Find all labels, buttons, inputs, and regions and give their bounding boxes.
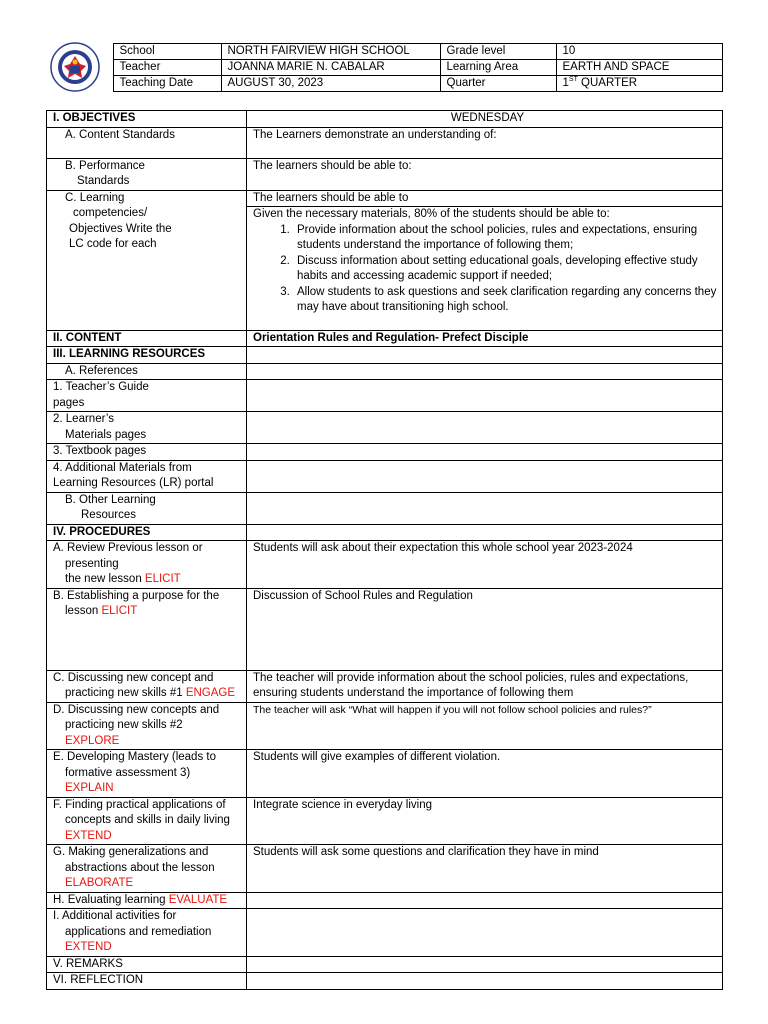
empty-cell xyxy=(247,460,723,492)
discussing-concept-2-label: D. Discussing new concepts and practicing new skills #2 EXPLORE xyxy=(47,702,247,750)
performance-standards-value: The learners should be able to: xyxy=(247,158,723,190)
procedures-heading: IV. PROCEDURES xyxy=(47,524,247,541)
review-lesson-value: Students will ask about their expectation this whole school year 2023-2024 xyxy=(247,541,723,589)
reflection-label: VI. REFLECTION xyxy=(47,973,247,990)
school-value: NORTH FAIRVIEW HIGH SCHOOL xyxy=(221,44,440,60)
content-standards-value: The Learners demonstrate an understanding of: xyxy=(247,127,723,158)
lesson-plan-table xyxy=(46,110,723,990)
learning-competencies-label: C. Learning competencies/ Objectives Write the LC code for each xyxy=(47,190,247,330)
generalizations-value: Students will ask some questions and clarification they have in mind xyxy=(247,845,723,893)
practical-applications-value: Integrate science in everyday living xyxy=(247,797,723,845)
references-label: A. References xyxy=(47,363,247,380)
performance-standards-label: B. Performance Standards xyxy=(47,158,247,190)
empty-cell xyxy=(247,909,723,957)
empty-cell xyxy=(247,380,723,412)
objective-item: 1. Provide information about the school policies, rules and expectations, ensuring students understand the importance of following them; xyxy=(293,223,722,254)
empty-cell xyxy=(247,412,723,444)
objectives-heading: I. OBJECTIVES xyxy=(47,111,247,128)
teachers-guide-label: 1. Teacher’s Guide pages xyxy=(47,380,247,412)
empty-cell xyxy=(247,524,723,541)
review-lesson-label: A. Review Previous lesson or presenting the new lesson ELICIT xyxy=(47,541,247,589)
empty-cell xyxy=(247,892,723,909)
purpose-label: B. Establishing a purpose for the lesson ELICIT xyxy=(47,588,247,670)
quarter-value: 1ST QUARTER xyxy=(556,76,722,92)
learning-competencies-value: The learners should be able to Given the necessary materials, 80% of the students should be able to: 1. Provide information about the school policies, rules and expectations, ensuring students understand the importance of following them; 2. Discuss information about setting educational goals, developing effective study habits and accessing academic support if needed; 3. Allow students to ask questions and seek clarification regarding any concerns they may have about transitioning high school. xyxy=(247,190,723,330)
grade-level-value: 10 xyxy=(556,44,722,60)
day-heading: WEDNESDAY xyxy=(247,111,723,128)
evaluate-tag: EVALUATE xyxy=(168,893,228,906)
practical-applications-label: F. Finding practical applications of concepts and skills in daily living EXTEND xyxy=(47,797,247,845)
content-heading: II. CONTENT xyxy=(47,330,247,347)
extend-tag: EXTEND xyxy=(65,829,112,842)
objective-item: 3. Allow students to ask questions and seek clarification regarding any concerns they may have about transitioning high school. xyxy=(293,285,722,316)
empty-cell xyxy=(247,363,723,380)
developing-mastery-value: Students will give examples of different violation. xyxy=(247,750,723,798)
elicit-tag: ELICIT xyxy=(144,573,181,585)
quarter-label: Quarter xyxy=(440,76,556,92)
learning-area-value: EARTH AND SPACE xyxy=(556,60,722,76)
evaluating-learning-label: H. Evaluating learning EVALUATE xyxy=(47,892,247,909)
empty-cell xyxy=(247,956,723,973)
empty-cell xyxy=(247,492,723,524)
teaching-date-value: AUGUST 30, 2023 xyxy=(221,76,440,92)
learners-materials-label: 2. Learner’s Materials pages xyxy=(47,412,247,444)
logo-cell xyxy=(46,44,113,92)
explain-tag: EXPLAIN xyxy=(65,782,114,794)
learning-resources-heading: III. LEARNING RESOURCES xyxy=(47,347,247,364)
textbook-pages-label: 3. Textbook pages xyxy=(47,444,247,461)
extend-tag: EXTEND xyxy=(65,941,112,953)
learning-area-label: Learning Area xyxy=(440,60,556,76)
empty-cell xyxy=(247,973,723,990)
remarks-label: V. REMARKS xyxy=(47,956,247,973)
additional-activities-label: I. Additional activities for applications and remediation EXTEND xyxy=(47,909,247,957)
generalizations-label: G. Making generalizations and abstractions about the lesson ELABORATE xyxy=(47,845,247,893)
school-label: School xyxy=(113,44,221,60)
explore-tag: EXPLORE xyxy=(65,734,120,747)
content-value: Orientation Rules and Regulation- Prefect Disciple xyxy=(247,330,723,347)
engage-tag: ENGAGE xyxy=(185,687,236,699)
header-table xyxy=(46,43,723,92)
discussing-concept-2-value: The teacher will ask “What will happen if you will not follow school policies and rules?” xyxy=(247,702,723,750)
purpose-value: Discussion of School Rules and Regulation xyxy=(247,588,723,670)
teacher-label: Teacher xyxy=(113,60,221,76)
discussing-concept-1-label: C. Discussing new concept and practicing new skills #1 ENGAGE xyxy=(47,670,247,702)
content-standards-label: A. Content Standards xyxy=(47,127,247,158)
empty-cell xyxy=(247,444,723,461)
other-resources-label: B. Other Learning Resources xyxy=(47,492,247,524)
teacher-value: JOANNA MARIE N. CABALAR xyxy=(221,60,440,76)
discussing-concept-1-value: The teacher will provide information about the school policies, rules and expectations, ensuring students understand the importance of following them xyxy=(247,670,723,702)
objective-item: 2. Discuss information about setting educational goals, developing effective study habits and accessing academic support if needed; xyxy=(293,254,722,285)
objectives-list xyxy=(247,223,722,316)
grade-level-label: Grade level xyxy=(440,44,556,60)
developing-mastery-label: E. Developing Mastery (leads to formative assessment 3) EXPLAIN xyxy=(47,750,247,798)
elicit-tag: ELICIT xyxy=(101,605,138,617)
teaching-date-label: Teaching Date xyxy=(113,76,221,92)
empty-cell xyxy=(247,347,723,364)
elaborate-tag: ELABORATE xyxy=(65,877,134,889)
additional-materials-label: 4. Additional Materials from Learning Resources (LR) portal xyxy=(47,460,247,492)
